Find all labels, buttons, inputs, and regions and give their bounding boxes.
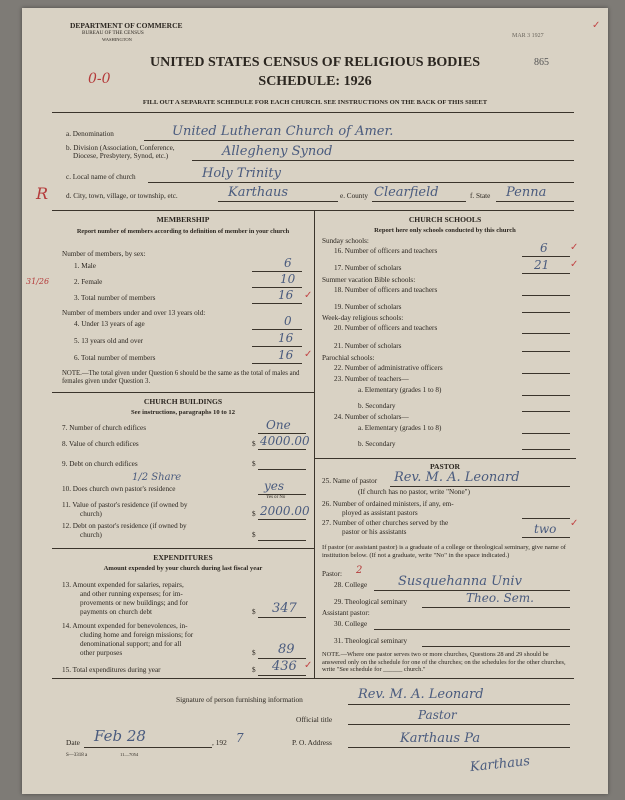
q15-value: 436 (272, 659, 297, 674)
q7-value: One (266, 418, 291, 432)
q17-check: ✓ (570, 259, 579, 270)
q6-check: ✓ (304, 349, 313, 360)
po-address-label: P. O. Address (292, 738, 332, 747)
summer-head: Summer vacation Bible schools: (322, 276, 416, 284)
weekday-head: Week-day religious schools: (322, 314, 404, 322)
q10-hint: Yes or No (266, 495, 286, 500)
po-address-extra: Karthaus (469, 753, 531, 776)
q8-dollar: $ (252, 440, 256, 448)
schools-title: CHURCH SCHOOLS (408, 215, 482, 224)
state-value: Penna (506, 185, 547, 200)
year-digit: 7 (236, 731, 244, 745)
q28-value: Susquehanna Univ (398, 574, 522, 589)
q16-label: 16. Number of officers and teachers (334, 247, 438, 255)
q19-label: 19. Number of scholars (334, 303, 402, 311)
official-title-value: Pastor (418, 708, 457, 722)
q27-check: ✓ (570, 518, 579, 529)
q18-label: 18. Number of officers and teachers (334, 286, 438, 294)
q11-value: 2000.00 (260, 504, 310, 518)
denomination-value: United Lutheran Church of Amer. (172, 124, 394, 139)
date-value: Feb 28 (94, 727, 146, 745)
po-address-value: Karthaus Pa (400, 731, 481, 746)
signature-label: Signature of person furnishing information (176, 695, 303, 704)
q24b-label: b. Secondary (358, 440, 396, 448)
division-label: b. Division (Association, Conference, (66, 144, 175, 152)
q13-value: 347 (272, 601, 297, 616)
parochial-head: Parochial schools: (322, 354, 375, 362)
q5-value: 16 (278, 331, 294, 345)
q13-line2: and other running expenses; for im- (80, 590, 183, 598)
q1-value: 6 (284, 256, 292, 270)
q26-line1: 26. Number of ordained ministers, if any, em- (322, 500, 454, 508)
expenditures-title: EXPENDITURES (153, 553, 213, 562)
membership-subtitle: Report number of members according to definition of member in your church (76, 228, 290, 235)
q4-label: 4. Under 13 years of age (74, 320, 145, 328)
q28-label: 28. College (334, 581, 368, 589)
q29-value: Theo. Sem. (466, 591, 534, 605)
q31-label: 31. Theological seminary (334, 637, 408, 645)
denomination-label: a. Denomination (66, 130, 114, 138)
q8-value: 4000.00 (260, 434, 310, 448)
q4-value: 0 (284, 314, 292, 328)
q13-line1: 13. Amount expended for salaries, repairs, (62, 581, 184, 589)
q2-label: 2. Female (74, 278, 103, 286)
pastor-title: PASTOR (429, 462, 461, 471)
q23a-label: a. Elementary (grades 1 to 8) (358, 386, 442, 394)
assistant-head: Assistant pastor: (322, 609, 370, 617)
q25-value: Rev. M. A. Leonard (394, 470, 520, 485)
q29-label: 29. Theological seminary (334, 598, 408, 606)
q26-line2: ployed as assistant pastors (342, 509, 418, 517)
by-sex-label: Number of members, by sex: (62, 250, 146, 258)
q27-line1: 27. Number of other churches served by the (322, 519, 449, 527)
q17-label: 17. Number of scholars (334, 264, 402, 272)
q12-label-2: church) (80, 531, 102, 539)
q2-value: 10 (280, 272, 296, 286)
q23b-label: b. Secondary (358, 402, 396, 410)
q30-label: 30. College (334, 620, 368, 628)
sunday-head: Sunday schools: (322, 237, 369, 245)
membership-note: NOTE.—The total given under Question 6 should be the same as the total of males and females given under Question 3. (62, 370, 300, 386)
state-label: f. State (470, 192, 491, 200)
q21-label: 21. Number of scholars (334, 342, 402, 350)
year-label: , 192 (212, 738, 227, 747)
age-head: Number of members under and over 13 years old: (62, 309, 206, 317)
q13-line3: provements or new buildings; and for (80, 599, 188, 607)
q16-value: 6 (540, 241, 548, 255)
official-title-label: Official title (296, 715, 333, 724)
q15-dollar: $ (252, 666, 256, 674)
red-code: 0-0 (88, 71, 111, 87)
q6-label: 6. Total number of members (74, 354, 156, 362)
form-title: UNITED STATES CENSUS OF RELIGIOUS BODIES (149, 55, 480, 70)
schedule-year: SCHEDULE: 1926 (258, 74, 372, 89)
form-code: S—3318 a (66, 753, 88, 758)
city-label: WASHINGTON (102, 37, 132, 42)
college-note: If pastor (or assistant pastor) is a graduate of a college or theological seminary, give name of institution below. (If not a graduate, write "No" in the space indicated.) (322, 544, 567, 559)
q12-label: 12. Debt on pastor's residence (if owned by (62, 522, 187, 530)
q1-label: 1. Male (74, 262, 96, 270)
q11-label: 11. Value of pastor's residence (if owned by (62, 501, 188, 509)
q14-value: 89 (278, 642, 295, 657)
membership-title: MEMBERSHIP (156, 215, 210, 224)
q27-line2: pastor or his assistants (342, 528, 407, 536)
margin-note: 31/26 (26, 277, 50, 286)
q3-value: 16 (278, 288, 294, 302)
q14-line4: other purposes (80, 649, 123, 657)
q3-check: ✓ (304, 290, 313, 301)
division-label-2: Diocese, Presbytery, Synod, etc.) (73, 152, 169, 160)
county-label: e. County (340, 192, 368, 200)
local-name-value: Holy Trinity (202, 166, 281, 181)
q3-label: 3. Total number of members (74, 294, 156, 302)
local-name-label: c. Local name of church (66, 173, 136, 181)
schools-subtitle: Report here only schools conducted by this church (374, 227, 516, 234)
city-field-label: d. City, town, village, or township, etc. (66, 192, 178, 200)
q15-check: ✓ (304, 660, 313, 671)
buildings-subtitle: See instructions, paragraphs 10 to 12 (130, 409, 236, 416)
q5-label: 5. 13 years old and over (74, 337, 144, 345)
department-label: DEPARTMENT OF COMMERCE (70, 21, 183, 30)
q7-label: 7. Number of church edifices (62, 424, 147, 432)
received-stamp: MAR 3 1927 (512, 33, 544, 39)
q11-label-2: church) (80, 510, 102, 518)
q14-line2: cluding home and foreign missions; for (80, 631, 194, 639)
q12-dollar: $ (252, 531, 256, 539)
q14-line1: 14. Amount expended for benevolences, in- (62, 622, 188, 630)
form-number: 865 (534, 57, 549, 68)
q23-label: 23. Number of teachers— (334, 375, 409, 383)
q10-label: 10. Does church own pastor's residence (62, 485, 176, 493)
q27-value: two (534, 522, 557, 536)
expenditures-subtitle: Amount expended by your church during last fiscal year (103, 565, 263, 572)
division-value: Allegheny Synod (222, 144, 333, 159)
county-value: Clearfield (374, 185, 439, 200)
buildings-title: CHURCH BUILDINGS (143, 397, 223, 406)
q13-dollar: $ (252, 608, 256, 616)
q14-dollar: $ (252, 649, 256, 657)
red-r-mark: R (36, 184, 49, 203)
q24a-label: a. Elementary (grades 1 to 8) (358, 424, 442, 432)
bureau-label: BUREAU OF THE CENSUS (82, 30, 144, 36)
q9-label: 9. Debt on church edifices (62, 460, 138, 468)
q24-label: 24. Number of scholars— (334, 413, 409, 421)
q6-value: 16 (278, 348, 294, 362)
q10-value: yes (264, 479, 285, 493)
q11-dollar: $ (252, 510, 256, 518)
pastor-head: Pastor: (322, 570, 342, 578)
q14-line3: denominational support; and for all (80, 640, 182, 648)
q8-label: 8. Value of church edifices (62, 440, 139, 448)
red-check-mark: ✓ (592, 20, 601, 31)
q22-label: 22. Number of administrative officers (334, 364, 443, 372)
date-label: Date (66, 738, 80, 747)
q9-dollar: $ (252, 460, 256, 468)
q16-check: ✓ (570, 242, 579, 253)
q15-label: 15. Total expenditures during year (62, 666, 161, 674)
pastor-note: NOTE.—Where one pastor serves two or more churches, Questions 28 and 29 should be answered only on the schedule for one of the churches; on the schedules for the other churches, write "See schedule for ______ church." (322, 651, 566, 674)
q25-hint: (If church has no pastor, write "None") (358, 488, 470, 496)
q10-share-note: 1/2 Share (132, 472, 182, 483)
signature-value: Rev. M. A. Leonard (358, 687, 484, 702)
print-code: 11—7054 (120, 752, 139, 757)
pastor-red-mark: 2 (356, 565, 363, 576)
city-field-value: Karthaus (228, 185, 289, 200)
q13-line4: payments on church debt (80, 608, 153, 616)
instruction-line: FILL OUT A SEPARATE SCHEDULE FOR EACH CHURCH. SEE INSTRUCTIONS ON THE BACK OF THIS SHEET (142, 99, 488, 106)
q25-label: 25. Name of pastor (322, 477, 378, 485)
q17-value: 21 (534, 258, 550, 272)
census-schedule-sheet (22, 8, 608, 794)
q20-label: 20. Number of officers and teachers (334, 324, 438, 332)
